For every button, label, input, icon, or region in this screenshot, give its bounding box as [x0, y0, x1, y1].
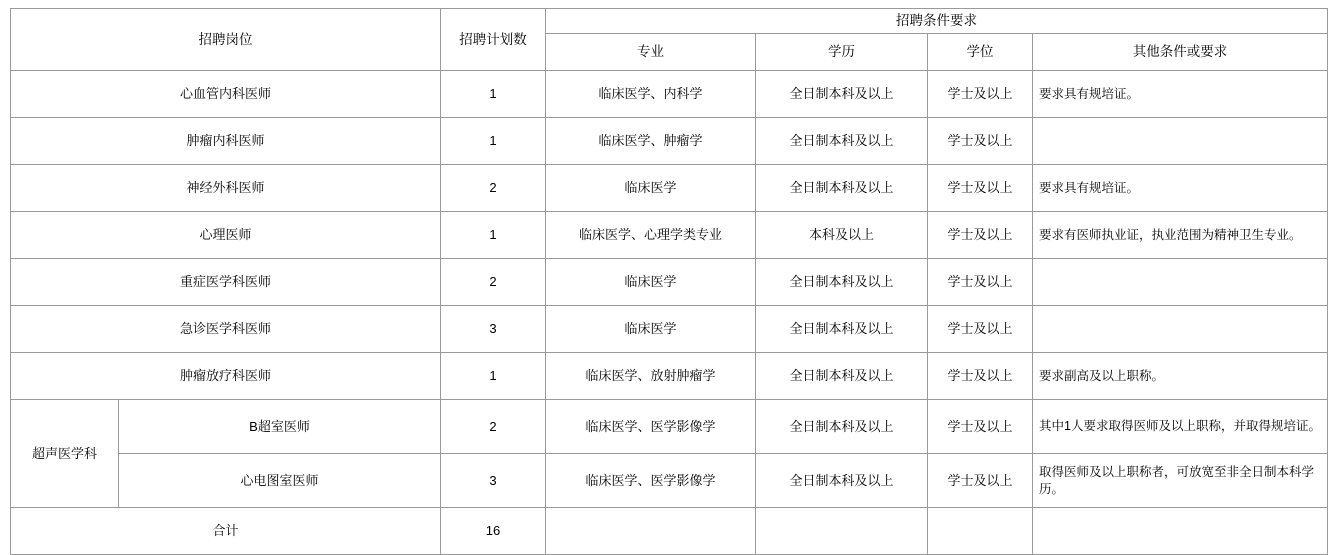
cell-other: 要求具有规培证。: [1033, 71, 1328, 118]
cell-degree: 学士及以上: [928, 165, 1033, 212]
table-row: [11, 400, 1328, 454]
cell-degree: 学士及以上: [928, 118, 1033, 165]
header-education: 学历: [756, 34, 928, 71]
table-row: [11, 71, 1328, 118]
table-total-row: [11, 508, 1328, 555]
cell-major: 临床医学: [546, 165, 756, 212]
cell-plan: 2: [441, 259, 546, 306]
cell-major: 临床医学、心理学类专业: [546, 212, 756, 259]
cell-plan: 3: [441, 454, 546, 508]
total-education: [756, 508, 928, 555]
cell-education: 本科及以上: [756, 212, 928, 259]
header-post: 招聘岗位: [11, 9, 441, 71]
cell-education: 全日制本科及以上: [756, 71, 928, 118]
cell-major: 临床医学、肿瘤学: [546, 118, 756, 165]
cell-post: 神经外科医师: [11, 165, 441, 212]
cell-education: 全日制本科及以上: [756, 118, 928, 165]
table-row: [11, 212, 1328, 259]
cell-post: 急诊医学科医师: [11, 306, 441, 353]
table-row: [11, 454, 1328, 508]
cell-major: 临床医学、医学影像学: [546, 454, 756, 508]
total-other: [1033, 508, 1328, 555]
cell-other: [1033, 118, 1328, 165]
cell-group: 超声医学科: [11, 400, 119, 508]
cell-degree: 学士及以上: [928, 400, 1033, 454]
cell-plan: 1: [441, 71, 546, 118]
cell-post: 重症医学科医师: [11, 259, 441, 306]
header-degree: 学位: [928, 34, 1033, 71]
table-body: [11, 71, 1328, 555]
cell-plan: 1: [441, 118, 546, 165]
header-plan: 招聘计划数: [441, 9, 546, 71]
cell-plan: 1: [441, 212, 546, 259]
cell-major: 临床医学、医学影像学: [546, 400, 756, 454]
cell-degree: 学士及以上: [928, 454, 1033, 508]
cell-degree: 学士及以上: [928, 306, 1033, 353]
table-row: [11, 165, 1328, 212]
cell-education: 全日制本科及以上: [756, 306, 928, 353]
cell-post: 肿瘤放疗科医师: [11, 353, 441, 400]
cell-other: 其中1人要求取得医师及以上职称，并取得规培证。: [1033, 400, 1328, 454]
cell-degree: 学士及以上: [928, 212, 1033, 259]
cell-plan: 1: [441, 353, 546, 400]
total-label: 合计: [11, 508, 441, 555]
cell-plan: 2: [441, 165, 546, 212]
cell-major: 临床医学、放射肿瘤学: [546, 353, 756, 400]
table-row: [11, 118, 1328, 165]
total-degree: [928, 508, 1033, 555]
table-row: [11, 306, 1328, 353]
header-row-1: [11, 9, 1328, 34]
cell-education: 全日制本科及以上: [756, 259, 928, 306]
table-header: [11, 9, 1328, 71]
table-row: [11, 259, 1328, 306]
cell-degree: 学士及以上: [928, 259, 1033, 306]
cell-plan: 3: [441, 306, 546, 353]
cell-degree: 学士及以上: [928, 71, 1033, 118]
cell-other: [1033, 306, 1328, 353]
cell-other: 取得医师及以上职称者，可放宽至非全日制本科学历。: [1033, 454, 1328, 508]
cell-education: 全日制本科及以上: [756, 165, 928, 212]
header-conditions: 招聘条件要求: [546, 9, 1328, 34]
cell-other: 要求有医师执业证，执业范围为精神卫生专业。: [1033, 212, 1328, 259]
recruitment-table: [10, 8, 1328, 555]
cell-post: 心血管内科医师: [11, 71, 441, 118]
cell-major: 临床医学、内科学: [546, 71, 756, 118]
cell-other: 要求副高及以上职称。: [1033, 353, 1328, 400]
cell-plan: 2: [441, 400, 546, 454]
cell-post: 心电图室医师: [119, 454, 441, 508]
cell-education: 全日制本科及以上: [756, 400, 928, 454]
cell-post: 心理医师: [11, 212, 441, 259]
table-row: [11, 353, 1328, 400]
total-plan: 16: [441, 508, 546, 555]
cell-other: 要求具有规培证。: [1033, 165, 1328, 212]
cell-major: 临床医学: [546, 259, 756, 306]
cell-degree: 学士及以上: [928, 353, 1033, 400]
cell-post: 肿瘤内科医师: [11, 118, 441, 165]
cell-education: 全日制本科及以上: [756, 454, 928, 508]
header-other: 其他条件或要求: [1033, 34, 1328, 71]
cell-post: B超室医师: [119, 400, 441, 454]
cell-education: 全日制本科及以上: [756, 353, 928, 400]
total-major: [546, 508, 756, 555]
cell-other: [1033, 259, 1328, 306]
cell-major: 临床医学: [546, 306, 756, 353]
header-major: 专业: [546, 34, 756, 71]
